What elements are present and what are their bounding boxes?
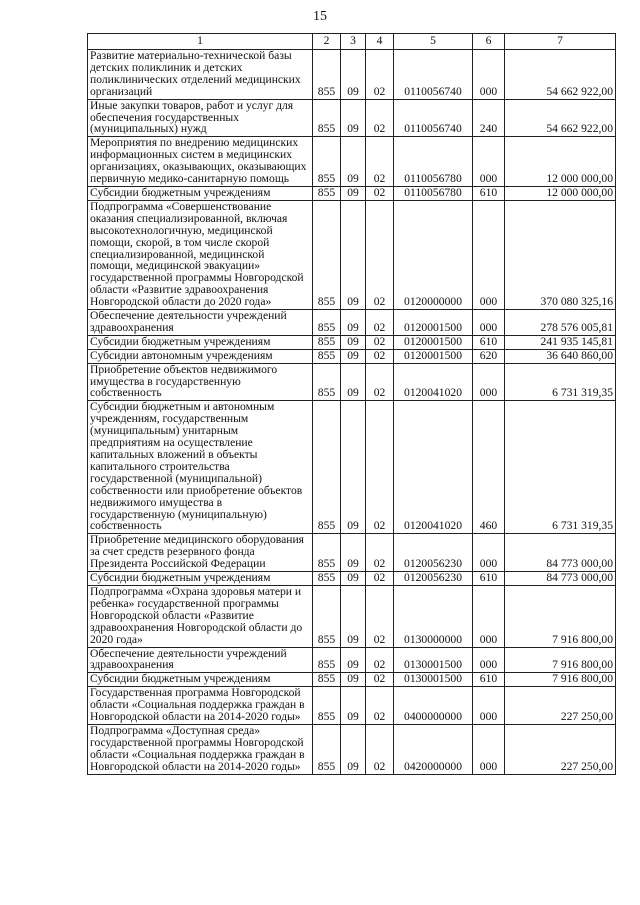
column-header: 2 — [313, 34, 341, 50]
row-name-cell: Субсидии бюджетным и автономным учреждениям, государственным (муниципальным) унитарным предприятиям на осуществление капитальных вложений в объекты капитального строительства государственной (муниципальной) собственности или приобретение объектов недвижимого имущества в государственную (муниципальную) собственность — [88, 401, 313, 534]
expense-type-cell: 000 — [473, 50, 505, 100]
admin-code-cell: 855 — [313, 534, 341, 572]
subsection-cell: 02 — [366, 534, 394, 572]
subsection-cell: 02 — [366, 137, 394, 187]
column-header: 1 — [88, 34, 313, 50]
section-cell: 09 — [341, 534, 366, 572]
admin-code-cell: 855 — [313, 363, 341, 401]
column-header: 7 — [505, 34, 616, 50]
expense-type-cell: 610 — [473, 186, 505, 200]
row-name-cell: Подпрограмма «Доступная среда» государственной программы Новгородской области «Социальная поддержка граждан в Новгородской области на 2014-2020 годы» — [88, 724, 313, 774]
subsection-cell: 02 — [366, 50, 394, 100]
expense-type-cell: 000 — [473, 363, 505, 401]
admin-code-cell: 855 — [313, 50, 341, 100]
amount-cell: 6 731 319,35 — [505, 363, 616, 401]
subsection-cell: 02 — [366, 673, 394, 687]
target-article-cell: 0110056740 — [394, 50, 473, 100]
expense-type-cell: 000 — [473, 647, 505, 673]
row-name-cell: Подпрограмма «Охрана здоровья матери и ребенка» государственной программы Новгородской области «Развитие здравоохранения Новгородской области до 2020 года» — [88, 585, 313, 647]
table-row — [88, 335, 616, 349]
subsection-cell: 02 — [366, 349, 394, 363]
table-row — [88, 534, 616, 572]
section-cell: 09 — [341, 572, 366, 586]
expense-type-cell: 610 — [473, 673, 505, 687]
table-row — [88, 585, 616, 647]
subsection-cell: 02 — [366, 310, 394, 336]
amount-cell: 84 773 000,00 — [505, 572, 616, 586]
amount-cell: 6 731 319,35 — [505, 401, 616, 534]
subsection-cell: 02 — [366, 186, 394, 200]
row-name-cell: Подпрограмма «Совершенствование оказания специализированной, включая высокотехнологичную, медицинской помощи, скорой, в том числе скорой специализированной, медицинской помощи, медицинской эвакуации» государственной программы Новгородской области «Развитие здравоохранения Новгородской области до 2020 года» — [88, 200, 313, 309]
row-name-cell: Субсидии бюджетным учреждениям — [88, 335, 313, 349]
column-header: 4 — [366, 34, 394, 50]
target-article-cell: 0120000000 — [394, 200, 473, 309]
subsection-cell: 02 — [366, 363, 394, 401]
row-name-cell: Обеспечение деятельности учреждений здравоохранения — [88, 647, 313, 673]
amount-cell: 227 250,00 — [505, 724, 616, 774]
subsection-cell: 02 — [366, 335, 394, 349]
column-header: 3 — [341, 34, 366, 50]
table-row — [88, 724, 616, 774]
admin-code-cell: 855 — [313, 99, 341, 137]
subsection-cell: 02 — [366, 99, 394, 137]
table-row — [88, 310, 616, 336]
table-row — [88, 50, 616, 100]
section-cell: 09 — [341, 647, 366, 673]
amount-cell: 7 916 800,00 — [505, 647, 616, 673]
admin-code-cell: 855 — [313, 401, 341, 534]
expense-type-cell: 000 — [473, 137, 505, 187]
target-article-cell: 0120001500 — [394, 310, 473, 336]
expense-type-cell: 000 — [473, 687, 505, 725]
expense-type-cell: 460 — [473, 401, 505, 534]
table-row — [88, 647, 616, 673]
row-name-cell: Субсидии бюджетным учреждениям — [88, 673, 313, 687]
target-article-cell: 0130000000 — [394, 585, 473, 647]
subsection-cell: 02 — [366, 687, 394, 725]
table-row — [88, 572, 616, 586]
section-cell: 09 — [341, 687, 366, 725]
section-cell: 09 — [341, 137, 366, 187]
row-name-cell: Обеспечение деятельности учреждений здравоохранения — [88, 310, 313, 336]
target-article-cell: 0110056780 — [394, 186, 473, 200]
amount-cell: 370 080 325,16 — [505, 200, 616, 309]
column-header: 5 — [394, 34, 473, 50]
budget-table — [87, 33, 616, 775]
target-article-cell: 0120041020 — [394, 363, 473, 401]
amount-cell: 36 640 860,00 — [505, 349, 616, 363]
section-cell: 09 — [341, 50, 366, 100]
row-name-cell: Субсидии бюджетным учреждениям — [88, 186, 313, 200]
amount-cell: 84 773 000,00 — [505, 534, 616, 572]
subsection-cell: 02 — [366, 401, 394, 534]
table-row — [88, 673, 616, 687]
amount-cell: 278 576 005,81 — [505, 310, 616, 336]
row-name-cell: Приобретение медицинского оборудования за счет средств резервного фонда Президента Российской Федерации — [88, 534, 313, 572]
amount-cell: 54 662 922,00 — [505, 50, 616, 100]
expense-type-cell: 000 — [473, 310, 505, 336]
table-row — [88, 200, 616, 309]
admin-code-cell: 855 — [313, 186, 341, 200]
admin-code-cell: 855 — [313, 572, 341, 586]
amount-cell: 7 916 800,00 — [505, 673, 616, 687]
page-number: 15 — [313, 9, 327, 24]
table-row — [88, 186, 616, 200]
section-cell: 09 — [341, 99, 366, 137]
amount-cell: 12 000 000,00 — [505, 137, 616, 187]
target-article-cell: 0120001500 — [394, 335, 473, 349]
section-cell: 09 — [341, 200, 366, 309]
section-cell: 09 — [341, 724, 366, 774]
target-article-cell: 0120041020 — [394, 401, 473, 534]
target-article-cell: 0110056740 — [394, 99, 473, 137]
admin-code-cell: 855 — [313, 349, 341, 363]
row-name-cell: Субсидии автономным учреждениям — [88, 349, 313, 363]
table-row — [88, 137, 616, 187]
row-name-cell: Мероприятия по внедрению медицинских информационных систем в медицинских организациях, оказывающих, оказывающих первичную медико-санитарную помощь — [88, 137, 313, 187]
amount-cell: 227 250,00 — [505, 687, 616, 725]
section-cell: 09 — [341, 363, 366, 401]
row-name-cell: Иные закупки товаров, работ и услуг для обеспечения государственных (муниципальных) нужд — [88, 99, 313, 137]
expense-type-cell: 000 — [473, 724, 505, 774]
admin-code-cell: 855 — [313, 335, 341, 349]
row-name-cell: Приобретение объектов недвижимого имущества в государственную собственность — [88, 363, 313, 401]
target-article-cell: 0120001500 — [394, 349, 473, 363]
table-row — [88, 363, 616, 401]
target-article-cell: 0130001500 — [394, 647, 473, 673]
row-name-cell: Развитие материально-технической базы детских поликлиник и детских поликлинических отделений медицинских организаций — [88, 50, 313, 100]
admin-code-cell: 855 — [313, 673, 341, 687]
target-article-cell: 0420000000 — [394, 724, 473, 774]
section-cell: 09 — [341, 673, 366, 687]
expense-type-cell: 610 — [473, 572, 505, 586]
target-article-cell: 0110056780 — [394, 137, 473, 187]
section-cell: 09 — [341, 310, 366, 336]
section-cell: 09 — [341, 186, 366, 200]
table-body — [88, 50, 616, 775]
table-header-row — [88, 34, 616, 50]
section-cell: 09 — [341, 401, 366, 534]
target-article-cell: 0130001500 — [394, 673, 473, 687]
target-article-cell: 0120056230 — [394, 534, 473, 572]
table-row — [88, 349, 616, 363]
table-row — [88, 687, 616, 725]
subsection-cell: 02 — [366, 647, 394, 673]
expense-type-cell: 000 — [473, 534, 505, 572]
section-cell: 09 — [341, 335, 366, 349]
admin-code-cell: 855 — [313, 647, 341, 673]
expense-type-cell: 610 — [473, 335, 505, 349]
subsection-cell: 02 — [366, 724, 394, 774]
target-article-cell: 0400000000 — [394, 687, 473, 725]
column-header: 6 — [473, 34, 505, 50]
admin-code-cell: 855 — [313, 585, 341, 647]
subsection-cell: 02 — [366, 572, 394, 586]
expense-type-cell: 000 — [473, 200, 505, 309]
section-cell: 09 — [341, 585, 366, 647]
expense-type-cell: 240 — [473, 99, 505, 137]
admin-code-cell: 855 — [313, 137, 341, 187]
admin-code-cell: 855 — [313, 724, 341, 774]
row-name-cell: Государственная программа Новгородской области «Социальная поддержка граждан в Новгородской области на 2014-2020 годы» — [88, 687, 313, 725]
admin-code-cell: 855 — [313, 200, 341, 309]
admin-code-cell: 855 — [313, 687, 341, 725]
target-article-cell: 0120056230 — [394, 572, 473, 586]
amount-cell: 241 935 145,81 — [505, 335, 616, 349]
section-cell: 09 — [341, 349, 366, 363]
subsection-cell: 02 — [366, 200, 394, 309]
subsection-cell: 02 — [366, 585, 394, 647]
table-row — [88, 99, 616, 137]
expense-type-cell: 620 — [473, 349, 505, 363]
admin-code-cell: 855 — [313, 310, 341, 336]
amount-cell: 54 662 922,00 — [505, 99, 616, 137]
row-name-cell: Субсидии бюджетным учреждениям — [88, 572, 313, 586]
expense-type-cell: 000 — [473, 585, 505, 647]
amount-cell: 12 000 000,00 — [505, 186, 616, 200]
amount-cell: 7 916 800,00 — [505, 585, 616, 647]
table-row — [88, 401, 616, 534]
